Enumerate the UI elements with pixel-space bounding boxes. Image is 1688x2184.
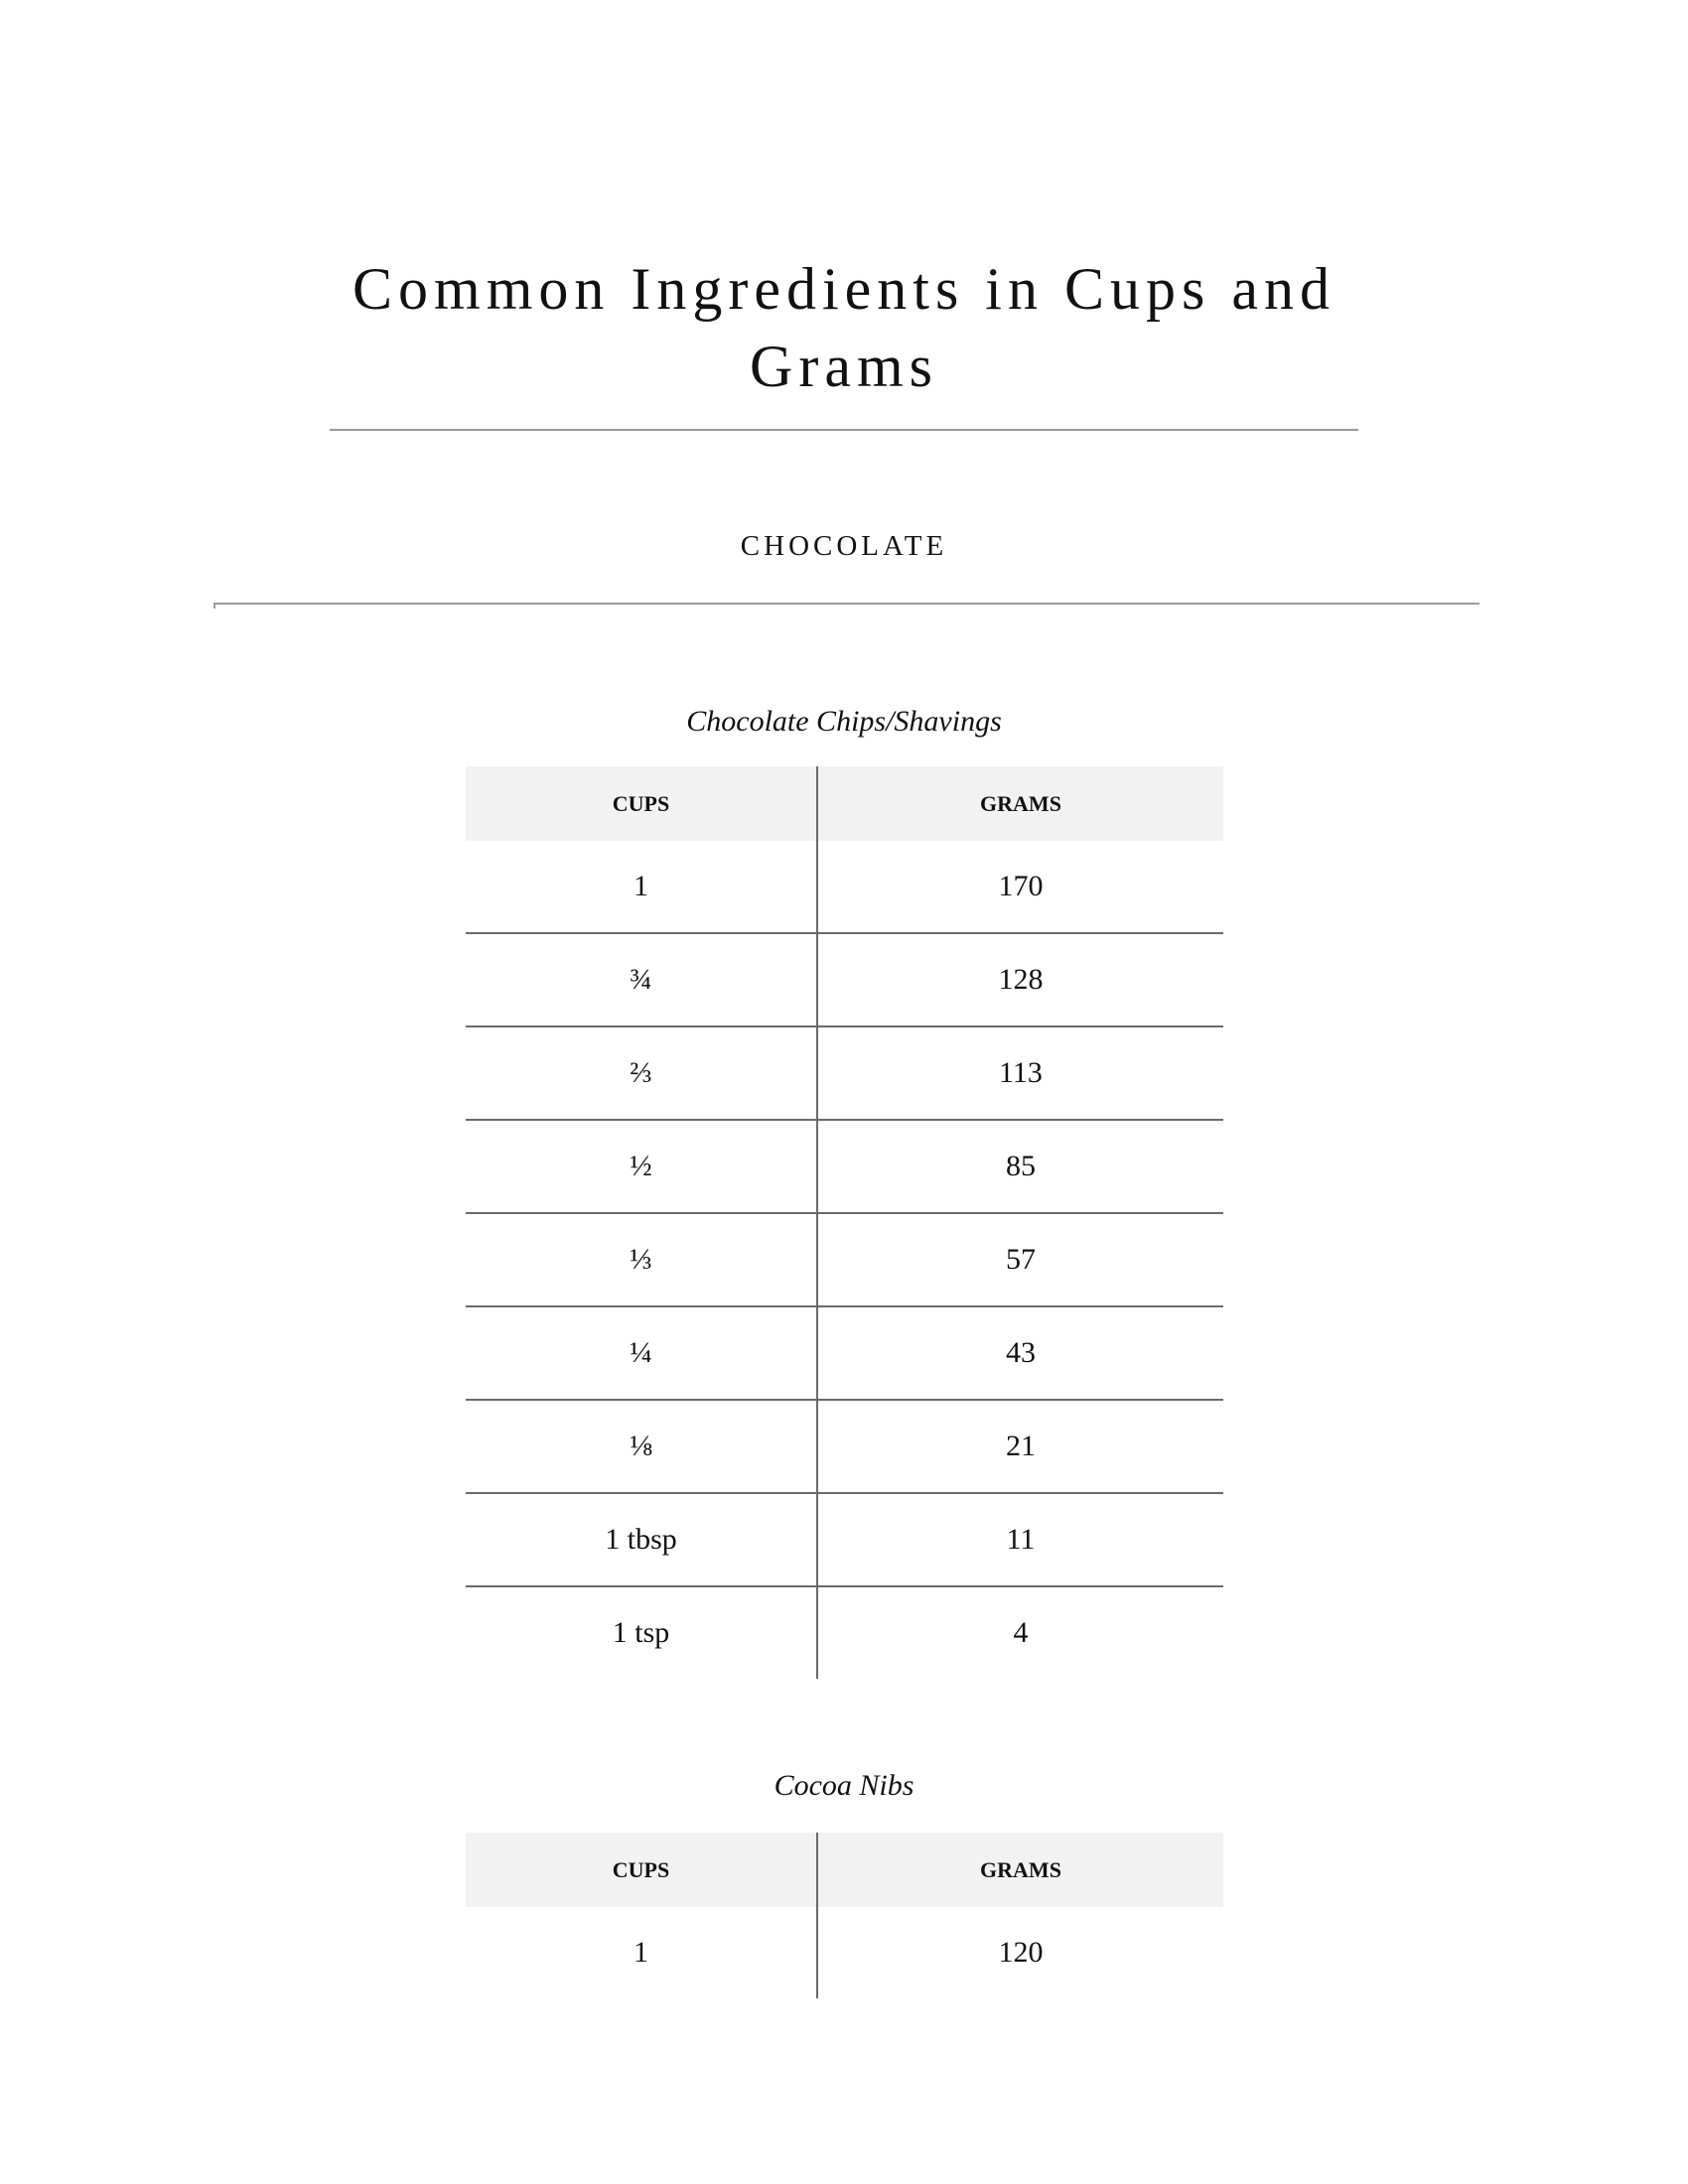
cups-cell: 1 xyxy=(466,841,817,933)
cups-cell: ⅓ xyxy=(466,1213,817,1306)
grams-cell: 21 xyxy=(817,1400,1223,1493)
conversion-table-chocolate-chips xyxy=(466,766,1223,1679)
table-row xyxy=(466,1493,1223,1586)
section-divider xyxy=(213,603,1479,605)
grams-cell: 57 xyxy=(817,1213,1223,1306)
column-header-cups: CUPS xyxy=(466,1833,817,1907)
section-heading: CHOCOLATE xyxy=(740,530,948,562)
cups-cell: ¼ xyxy=(466,1306,817,1400)
cups-cell: ½ xyxy=(466,1120,817,1213)
table-row xyxy=(466,933,1223,1026)
grams-cell: 120 xyxy=(998,1936,1044,1969)
page-title: Common Ingredients in Cups and Grams xyxy=(352,256,1336,399)
cups-cell: ⅛ xyxy=(466,1400,817,1493)
table-row xyxy=(466,1907,1223,1998)
grams-cell: 4 xyxy=(1013,1616,1029,1649)
grams-cell: 85 xyxy=(817,1120,1223,1213)
table-row xyxy=(466,1213,1223,1306)
grams-cell: 128 xyxy=(817,933,1223,1026)
grams-cell: 11 xyxy=(817,1493,1223,1586)
table-row xyxy=(466,1306,1223,1400)
table-caption-cocoa-nibs: Cocoa Nibs xyxy=(774,1769,914,1802)
table-header-row xyxy=(466,1833,1223,1907)
conversion-table-cocoa-nibs xyxy=(466,1833,1223,1998)
table-row xyxy=(466,1400,1223,1493)
table-row xyxy=(466,841,1223,933)
cups-cell: ¾ xyxy=(466,933,817,1026)
column-header-grams: GRAMS xyxy=(817,1833,1223,1907)
title-divider xyxy=(330,429,1358,431)
grams-cell: 43 xyxy=(817,1306,1223,1400)
table-row xyxy=(466,1026,1223,1120)
column-header-cups: CUPS xyxy=(466,766,817,841)
column-header-grams: GRAMS xyxy=(817,766,1223,841)
grams-cell: 170 xyxy=(817,841,1223,933)
table-row xyxy=(466,1120,1223,1213)
cups-cell: 1 tsp xyxy=(466,1586,817,1679)
table-caption-chocolate-chips: Chocolate Chips/Shavings xyxy=(686,705,1002,738)
table-row xyxy=(466,1586,1223,1679)
cups-cell: 1 xyxy=(466,1907,817,1998)
table-header-row xyxy=(466,766,1223,841)
cups-cell: ⅔ xyxy=(466,1026,817,1120)
cups-cell: 1 tbsp xyxy=(466,1493,817,1586)
grams-cell: 113 xyxy=(817,1026,1223,1120)
